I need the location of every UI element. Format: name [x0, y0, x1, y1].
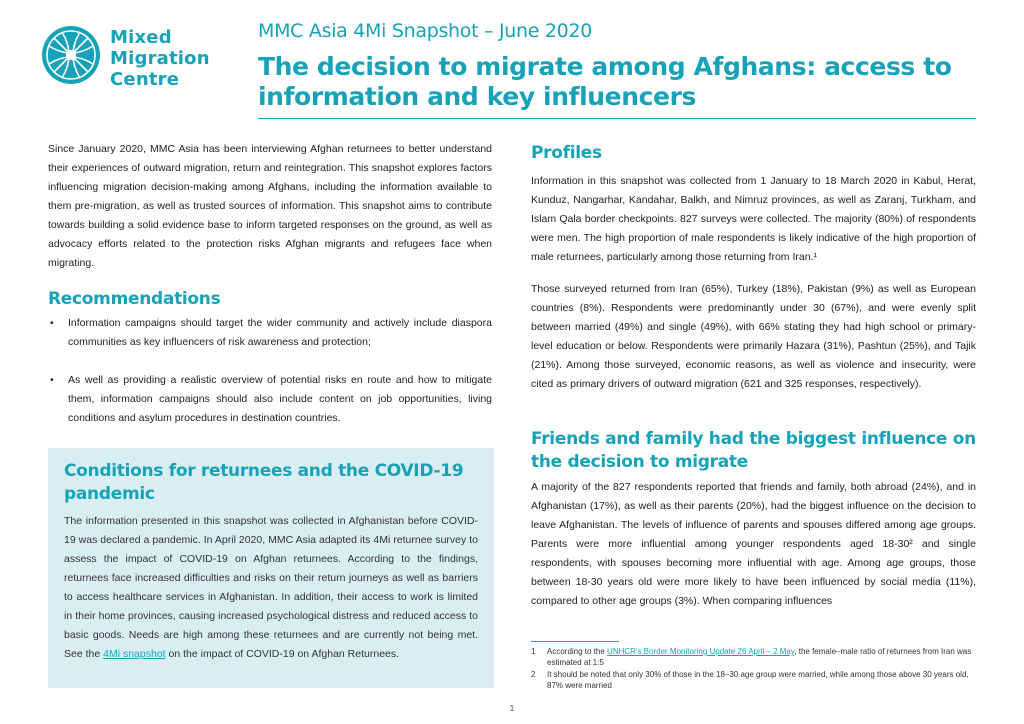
footnote-item — [531, 646, 976, 668]
footnote-number: 1 — [531, 647, 536, 656]
footnote-divider — [531, 641, 619, 642]
covid-callout-box — [48, 448, 494, 688]
unhcr-link[interactable]: UNHCR's Border Monitoring Update 26 April – 2 May — [607, 647, 795, 656]
recommendations-heading: Recommendations — [48, 289, 221, 309]
footnote-text: It should be noted that only 30% of those in the 18–30 age group were married, while among those above 30 years old, 87% were married — [547, 670, 969, 690]
footnote-text: According to the — [547, 647, 608, 656]
mmc-logo — [40, 24, 215, 94]
profiles-heading: Profiles — [531, 143, 602, 163]
snapshot-kicker: MMC Asia 4Mi Snapshot – June 2020 — [258, 20, 593, 42]
profiles-paragraph-1: Information in this snapshot was collected from 1 January to 18 March 2020 in Kabul, Herat, Kunduz, Nangarhar, Kandahar, Balkh, and Nimruz provinces, as well as Zaranj, Turkham, and Islam Qala border checkpoints. 827 surveys were collected. The majority (80%) of respondents were men. The high proportion of male respondents is likely indicative of the high proportion of male returnees, particularly among those returning from Iran.¹ — [531, 175, 976, 263]
covid-heading: Conditions for returnees and the COVID-19 pandemic — [64, 461, 464, 504]
covid-text-end: on the impact of COVID-19 on Afghan Returnees. — [165, 648, 400, 660]
header-divider — [258, 118, 976, 119]
covid-text-start: The information presented in this snapshot was collected in Afghanistan before COVID-19 was declared a pandemic. In April 2020, MMC Asia adapted its 4Mi returnee survey to assess the impact of COVID-19 on Afghan returnees. According to the findings, returnees face increased difficulties and risks on their return journeys as well as barriers to access healthcare services in Afghanistan. In addition, their access to work is limited in their home provinces, causing increased psychological distress and reduced access to basic goods. Needs are high among these returnees and are currently not being met. See the — [64, 515, 478, 660]
recommendations-list — [48, 314, 492, 447]
footnotes — [531, 646, 976, 692]
recommendation-item: • As well as providing a realistic overview of potential risks en route and how to mitigate them, information campaigns should also include content on job opportunities, living conditions and asylum procedures in destination countries. — [48, 371, 492, 428]
brand-line-1: Mixed — [110, 27, 172, 48]
mmc-globe-logo-icon — [40, 24, 102, 86]
friends-section — [531, 478, 976, 611]
footnote-item — [531, 669, 976, 691]
page-title: The decision to migrate among Afghans: access to information and key influencers — [258, 52, 952, 111]
brand-line-2: Migration — [110, 48, 210, 69]
intro-paragraph: Since January 2020, MMC Asia has been interviewing Afghan returnees to better understand their experiences of outward migration, return and reintegration. This snapshot explores factors influencing migration decision-making among Afghans, including the information available to them pre-migration, as well as trusted sources of information. This snapshot aims to contribute towards building a solid evidence base to inform targeted responses on the ground, as well as advocacy efforts related to the protection risks Afghan migrants and refugees face when migrating. — [48, 143, 492, 269]
page-number: 1 — [509, 704, 515, 713]
covid-paragraph — [64, 512, 478, 664]
footnote-number: 2 — [531, 670, 536, 679]
profiles-section-1 — [531, 172, 976, 267]
friends-paragraph: A majority of the 827 respondents reported that friends and family, both abroad (24%), and in Afghanistan (17%), as well as their parents (20%), had the biggest influence on the decision to leave Afghanistan. The levels of influence of parents and spouses differed among age groups. Parents were more influential among younger respondents aged 18-30² and single respondents, with spouses becoming more influential with age. Among age groups, those between 18-30 years old were more likely to have been influenced by social media (11%), compared to other age groups (3%). When comparing influences — [531, 481, 976, 607]
profiles-paragraph-2: Those surveyed returned from Iran (65%), Turkey (18%), Pakistan (9%) as well as European countries (8%). Respondents were predominantly under 30 (67%), and were evenly split between married (49%) and single (49%), with 66% stating they had high school or primary-level education or below. Respondents were primarily Hazara (31%), Pashtun (25%), and Tajik (21%). Among those surveyed, economic reasons, as well as violence and insecurity, were cited as primary drivers of outward migration (621 and 325 responses, respectively). — [531, 283, 976, 390]
friends-heading: Friends and family had the biggest influence on the decision to migrate — [531, 429, 976, 472]
footnote-text-end: , the female–male ratio of returnees from Iran was estimated at 1:5 — [547, 647, 972, 667]
brand-line-3: Centre — [110, 69, 180, 90]
profiles-section-2 — [531, 280, 976, 394]
intro-section — [48, 140, 492, 273]
recommendation-item: • Information campaigns should target the wider community and actively include diaspora communities as key influencers of risk awareness and protection; — [48, 314, 492, 352]
snapshot-link[interactable]: 4Mi snapshot — [103, 648, 166, 660]
brand-name — [110, 27, 210, 90]
